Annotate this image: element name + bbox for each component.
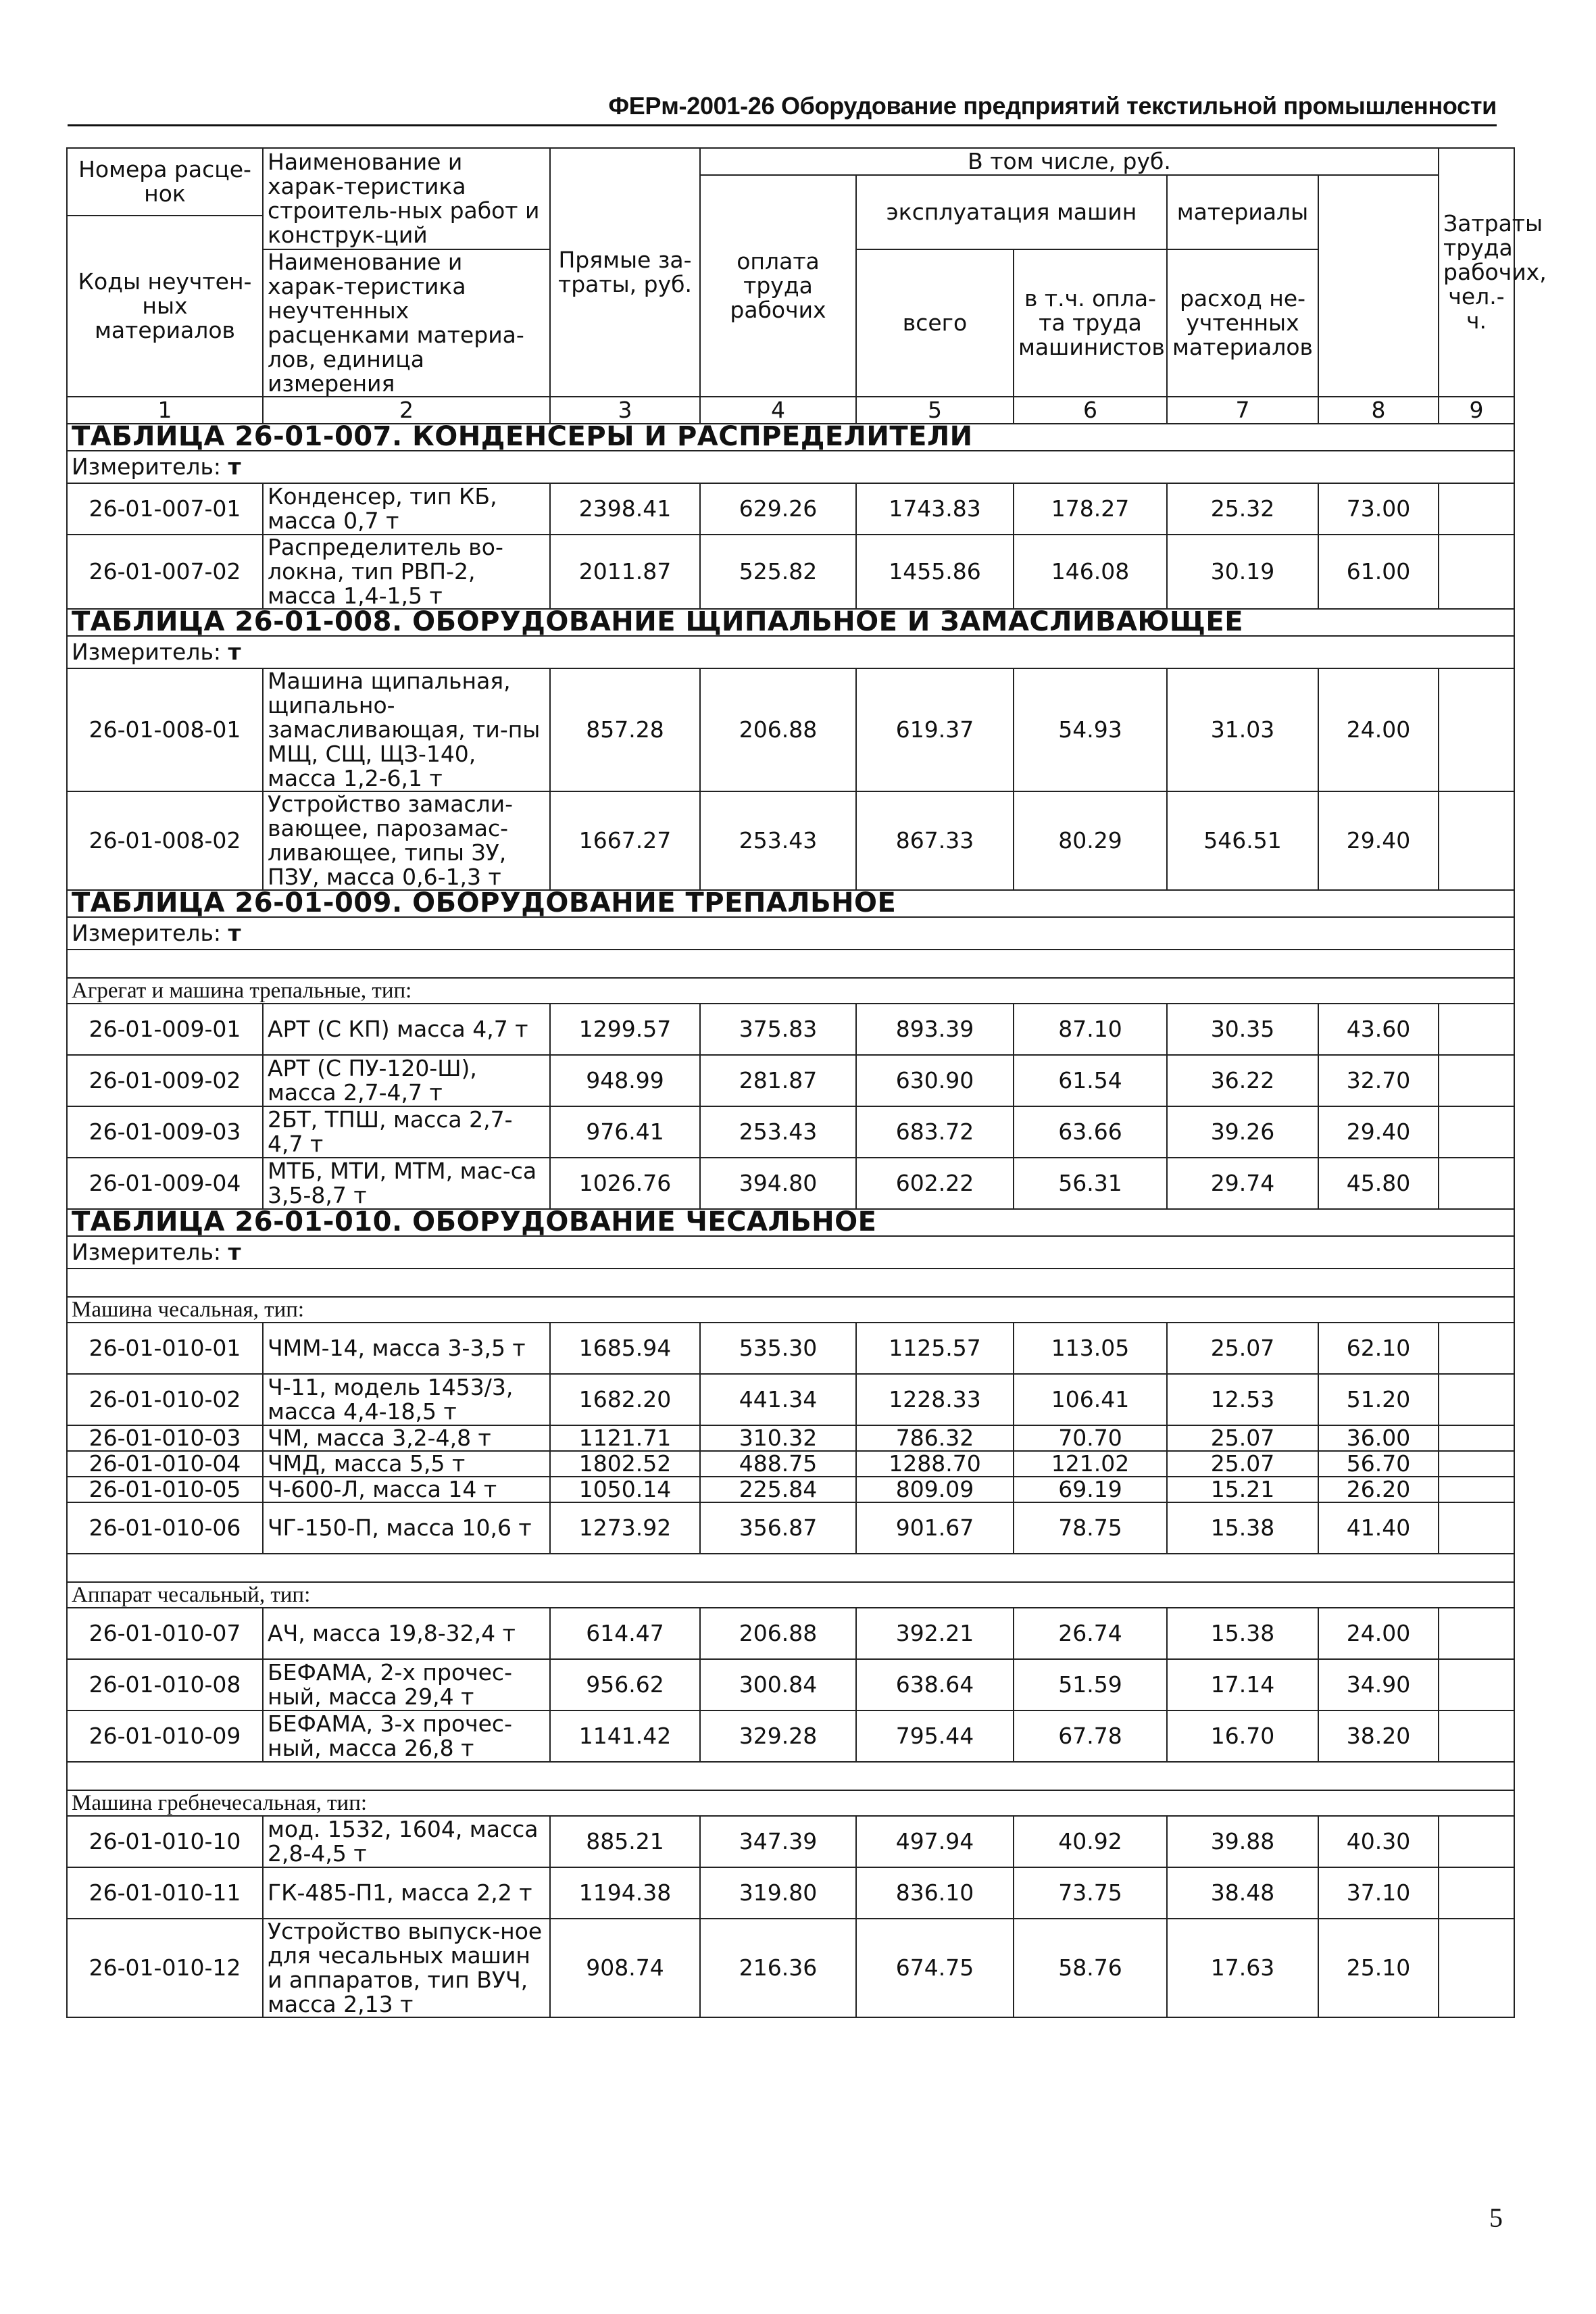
rate-code: 26-01-010-01	[67, 1323, 263, 1374]
col-number: 2	[263, 397, 550, 424]
col-machines: эксплуатация машин	[856, 175, 1167, 249]
machines-total: 619.37	[856, 668, 1014, 791]
machinist-wages: 61.54	[1014, 1055, 1167, 1106]
col-number: 8	[1318, 397, 1439, 424]
labor-hours: 37.10	[1318, 1867, 1439, 1919]
running-title: ФЕРм-2001-26 Оборудование предприятий текстильной промышленности	[608, 92, 1497, 120]
work-name: 2БТ, ТПШ, масса 2,7-4,7 т	[263, 1106, 550, 1158]
measurer-unit: т	[228, 920, 241, 946]
rate-code: 26-01-007-02	[67, 535, 263, 609]
machinist-wages: 106.41	[1014, 1374, 1167, 1425]
direct-cost: 908.74	[550, 1919, 700, 2017]
machines-total: 809.09	[856, 1477, 1014, 1502]
direct-cost: 1141.42	[550, 1710, 700, 1762]
col-number: 7	[1167, 397, 1318, 424]
machinist-wages: 87.10	[1014, 1004, 1167, 1055]
measurer-row	[67, 636, 1514, 668]
col-materials-sub: расход не-учтенных материалов	[1167, 249, 1318, 397]
labor-hours: 45.80	[1318, 1158, 1439, 1209]
group-subtitle: Машина чесальная, тип:	[67, 1297, 1514, 1323]
materials-cost: 31.03	[1167, 668, 1318, 791]
worker-wages: 253.43	[700, 791, 856, 890]
materials-cost: 38.48	[1167, 1867, 1318, 1919]
equipment-mass	[1439, 483, 1514, 535]
section-title	[67, 1206, 1514, 1237]
section-title-row	[67, 609, 1514, 636]
machines-total: 392.21	[856, 1608, 1014, 1659]
table-body	[67, 421, 1514, 2017]
group-subtitle-row	[67, 978, 1514, 1004]
machines-total: 1125.57	[856, 1323, 1014, 1374]
direct-cost: 1667.27	[550, 791, 700, 890]
table-row	[67, 1425, 1514, 1451]
equipment-mass	[1439, 1425, 1514, 1451]
machinist-wages: 58.76	[1014, 1919, 1167, 2017]
machinist-wages: 67.78	[1014, 1710, 1167, 1762]
worker-wages: 488.75	[700, 1451, 856, 1477]
worker-wages: 281.87	[700, 1055, 856, 1106]
machinist-wages: 146.08	[1014, 535, 1167, 609]
table-row	[67, 1608, 1514, 1659]
worker-wages: 356.87	[700, 1502, 856, 1554]
labor-hours: 24.00	[1318, 668, 1439, 791]
group-subtitle-row	[67, 1790, 1514, 1816]
materials-cost: 15.21	[1167, 1477, 1318, 1502]
section-title	[67, 606, 1514, 637]
machines-total: 1455.86	[856, 535, 1014, 609]
machines-total: 683.72	[856, 1106, 1014, 1158]
section-title-text: ТАБЛИЦА 26-01-009. ОБОРУДОВАНИЕ ТРЕПАЛЬНОЕ	[72, 887, 897, 918]
measurer-unit: т	[228, 453, 241, 480]
machines-total: 1288.70	[856, 1451, 1014, 1477]
worker-wages: 310.32	[700, 1425, 856, 1451]
direct-cost: 956.62	[550, 1659, 700, 1710]
measurer-unit: т	[228, 639, 241, 665]
work-name: Конденсер, тип КБ, масса 0,7 т	[263, 483, 550, 535]
col-number: 3	[550, 397, 700, 424]
equipment-mass	[1439, 1374, 1514, 1425]
table-row	[67, 1055, 1514, 1106]
work-name: Ч-600-Л, масса 14 т	[263, 1477, 550, 1502]
materials-cost: 15.38	[1167, 1608, 1318, 1659]
machines-total: 836.10	[856, 1867, 1014, 1919]
rate-code: 26-01-010-10	[67, 1816, 263, 1867]
table-row	[67, 1710, 1514, 1762]
materials-cost: 12.53	[1167, 1374, 1318, 1425]
spacer-row	[67, 950, 1514, 978]
table-row	[67, 1477, 1514, 1502]
rate-code: 26-01-010-03	[67, 1425, 263, 1451]
machines-total: 602.22	[856, 1158, 1014, 1209]
measurer-label: Измеритель:	[72, 920, 222, 946]
measurer-row	[67, 451, 1514, 483]
labor-hours: 40.30	[1318, 1816, 1439, 1867]
machinist-wages: 26.74	[1014, 1608, 1167, 1659]
col-materials: материалы	[1167, 175, 1318, 249]
rate-code: 26-01-009-01	[67, 1004, 263, 1055]
col-labor: Затраты труда рабочих, чел.-ч.	[1439, 148, 1514, 397]
equipment-mass	[1439, 1477, 1514, 1502]
table-row	[67, 483, 1514, 535]
table-row	[67, 1323, 1514, 1374]
section-title-row	[67, 424, 1514, 451]
materials-cost: 39.88	[1167, 1816, 1318, 1867]
worker-wages: 394.80	[700, 1158, 856, 1209]
equipment-mass	[1439, 1106, 1514, 1158]
equipment-mass	[1439, 1659, 1514, 1710]
table-row	[67, 1502, 1514, 1554]
equipment-mass	[1439, 1158, 1514, 1209]
work-name: ЧГ-150-П, масса 10,6 т	[263, 1502, 550, 1554]
labor-hours: 34.90	[1318, 1659, 1439, 1710]
machinist-wages: 78.75	[1014, 1502, 1167, 1554]
group-subtitle: Машина гребнечесальная, тип:	[67, 1790, 1514, 1816]
equipment-mass	[1439, 1502, 1514, 1554]
equipment-mass	[1439, 1867, 1514, 1919]
direct-cost: 1026.76	[550, 1158, 700, 1209]
worker-wages: 347.39	[700, 1816, 856, 1867]
rate-code: 26-01-010-09	[67, 1710, 263, 1762]
direct-cost: 885.21	[550, 1816, 700, 1867]
table-row	[67, 1004, 1514, 1055]
col-wages: оплата труда рабочих	[700, 175, 856, 397]
work-name: Распределитель во-локна, тип РВП-2, масса 1,4-1,5 т	[263, 535, 550, 609]
work-name: БЕФАМА, 2-х прочес-ный, масса 29,4 т	[263, 1659, 550, 1710]
work-name: АРТ (С КП) масса 4,7 т	[263, 1004, 550, 1055]
table-header	[67, 148, 1547, 424]
col-direct: Прямые за-траты, руб.	[550, 148, 700, 397]
table-row	[67, 1451, 1514, 1477]
spacer-cell	[67, 1554, 1514, 1582]
worker-wages: 375.83	[700, 1004, 856, 1055]
labor-hours: 73.00	[1318, 483, 1439, 535]
equipment-mass	[1439, 535, 1514, 609]
work-name: ГК-485-П1, масса 2,2 т	[263, 1867, 550, 1919]
machines-total: 630.90	[856, 1055, 1014, 1106]
spacer-cell	[67, 950, 1514, 978]
work-name: ЧММ-14, масса 3-3,5 т	[263, 1323, 550, 1374]
rate-code: 26-01-010-06	[67, 1502, 263, 1554]
direct-cost: 614.47	[550, 1608, 700, 1659]
table-row	[67, 1659, 1514, 1710]
measurer-unit: т	[228, 1239, 241, 1265]
materials-cost: 29.74	[1167, 1158, 1318, 1209]
direct-cost: 857.28	[550, 668, 700, 791]
col-number: 1	[67, 397, 263, 424]
worker-wages: 535.30	[700, 1323, 856, 1374]
machines-total: 497.94	[856, 1816, 1014, 1867]
col-number: 9	[1439, 397, 1514, 424]
direct-cost: 1299.57	[550, 1004, 700, 1055]
machines-total: 674.75	[856, 1919, 1014, 2017]
labor-hours: 29.40	[1318, 791, 1439, 890]
machinist-wages: 73.75	[1014, 1867, 1167, 1919]
equipment-mass	[1439, 791, 1514, 890]
measurer	[67, 917, 1514, 950]
section-title	[67, 421, 1514, 452]
work-name: АЧ, масса 19,8-32,4 т	[263, 1608, 550, 1659]
col-number: 4	[700, 397, 856, 424]
table-row	[67, 1106, 1514, 1158]
section-title-text: ТАБЛИЦА 26-01-007. КОНДЕНСЕРЫ И РАСПРЕДЕЛИТЕЛИ	[72, 421, 973, 452]
equipment-mass	[1439, 1608, 1514, 1659]
work-name: Машина щипальная, щипально-замасливающая, ти-пы МЩ, СЩ, ЩЗ-140, масса 1,2-6,1 т	[263, 668, 550, 791]
worker-wages: 253.43	[700, 1106, 856, 1158]
worker-wages: 206.88	[700, 1608, 856, 1659]
worker-wages: 329.28	[700, 1710, 856, 1762]
machines-total: 893.39	[856, 1004, 1014, 1055]
col-codes-bottom: Коды неучтен-ных материалов	[67, 216, 263, 397]
rate-code: 26-01-007-01	[67, 483, 263, 535]
labor-hours: 61.00	[1318, 535, 1439, 609]
direct-cost: 1802.52	[550, 1451, 700, 1477]
equipment-mass	[1439, 1004, 1514, 1055]
equipment-mass	[1439, 1919, 1514, 2017]
table-row	[67, 791, 1514, 890]
materials-cost: 30.19	[1167, 535, 1318, 609]
labor-hours: 41.40	[1318, 1502, 1439, 1554]
rate-code: 26-01-009-02	[67, 1055, 263, 1106]
work-name: ЧМД, масса 5,5 т	[263, 1451, 550, 1477]
group-subtitle: Аппарат чесальный, тип:	[67, 1582, 1514, 1608]
group-subtitle-row	[67, 1582, 1514, 1608]
machines-total: 1743.83	[856, 483, 1014, 535]
rate-code: 26-01-010-08	[67, 1659, 263, 1710]
materials-cost: 17.63	[1167, 1919, 1318, 2017]
col-codes-top: Номера расце-нок	[67, 148, 263, 216]
worker-wages: 629.26	[700, 483, 856, 535]
worker-wages: 525.82	[700, 535, 856, 609]
table-row	[67, 1867, 1514, 1919]
machines-total: 1228.33	[856, 1374, 1014, 1425]
table-row	[67, 535, 1514, 609]
measurer-label: Измеритель:	[72, 639, 222, 665]
direct-cost: 1682.20	[550, 1374, 700, 1425]
measurer-row	[67, 1236, 1514, 1269]
machinist-wages: 63.66	[1014, 1106, 1167, 1158]
col-name-bottom: Наименование и харак-теристика неучтенных расценками материа-лов, единица измерения	[263, 249, 550, 397]
section-title-row	[67, 890, 1514, 917]
machines-total: 867.33	[856, 791, 1014, 890]
worker-wages: 216.36	[700, 1919, 856, 2017]
col-machines-wages: в т.ч. опла-та труда машинистов	[1014, 249, 1167, 397]
labor-hours: 36.00	[1318, 1425, 1439, 1451]
equipment-mass	[1439, 668, 1514, 791]
equipment-mass	[1439, 1055, 1514, 1106]
col-name-top: Наименование и харак-теристика строитель-ных работ и конструк-ций	[263, 148, 550, 249]
section-title-text: ТАБЛИЦА 26-01-010. ОБОРУДОВАНИЕ ЧЕСАЛЬНОЕ	[72, 1206, 877, 1237]
labor-hours: 51.20	[1318, 1374, 1439, 1425]
measurer-label: Измеритель:	[72, 453, 222, 480]
direct-cost: 2398.41	[550, 483, 700, 535]
materials-cost: 17.14	[1167, 1659, 1318, 1710]
rate-code: 26-01-010-05	[67, 1477, 263, 1502]
materials-cost: 16.70	[1167, 1710, 1318, 1762]
rate-code: 26-01-010-04	[67, 1451, 263, 1477]
rate-code: 26-01-008-02	[67, 791, 263, 890]
direct-cost: 976.41	[550, 1106, 700, 1158]
machinist-wages: 54.93	[1014, 668, 1167, 791]
labor-hours: 29.40	[1318, 1106, 1439, 1158]
col-number: 5	[856, 397, 1014, 424]
rate-code: 26-01-010-07	[67, 1608, 263, 1659]
work-name: Ч-11, модель 1453/3, масса 4,4-18,5 т	[263, 1374, 550, 1425]
machinist-wages: 178.27	[1014, 483, 1167, 535]
page-number: 5	[1489, 2202, 1503, 2233]
machinist-wages: 113.05	[1014, 1323, 1167, 1374]
column-numbers	[67, 397, 1514, 424]
work-name: БЕФАМА, 3-х прочес-ный, масса 26,8 т	[263, 1710, 550, 1762]
rate-code: 26-01-009-04	[67, 1158, 263, 1209]
worker-wages: 319.80	[700, 1867, 856, 1919]
spacer-row	[67, 1269, 1514, 1297]
work-name: МТБ, МТИ, МТМ, мас-са 3,5-8,7 т	[263, 1158, 550, 1209]
labor-hours: 25.10	[1318, 1919, 1439, 2017]
machinist-wages: 69.19	[1014, 1477, 1167, 1502]
work-name: Устройство выпуск-ное для чесальных машин и аппаратов, тип ВУЧ, масса 2,13 т	[263, 1919, 550, 2017]
direct-cost: 1121.71	[550, 1425, 700, 1451]
spacer-cell	[67, 1269, 1514, 1297]
labor-hours: 26.20	[1318, 1477, 1439, 1502]
group-subtitle-row	[67, 1297, 1514, 1323]
labor-hours: 32.70	[1318, 1055, 1439, 1106]
machinist-wages: 40.92	[1014, 1816, 1167, 1867]
spacer-row	[67, 1762, 1514, 1790]
materials-cost: 39.26	[1167, 1106, 1318, 1158]
section-title	[67, 887, 1514, 918]
materials-cost: 25.07	[1167, 1451, 1318, 1477]
section-title-text: ТАБЛИЦА 26-01-008. ОБОРУДОВАНИЕ ЩИПАЛЬНОЕ И ЗАМАСЛИВАЮЩЕЕ	[72, 606, 1244, 637]
labor-hours: 43.60	[1318, 1004, 1439, 1055]
worker-wages: 441.34	[700, 1374, 856, 1425]
materials-cost: 25.32	[1167, 483, 1318, 535]
equipment-mass	[1439, 1816, 1514, 1867]
materials-cost: 30.35	[1167, 1004, 1318, 1055]
rate-code: 26-01-010-11	[67, 1867, 263, 1919]
equipment-mass	[1439, 1710, 1514, 1762]
rates-table	[66, 147, 1547, 2018]
direct-cost: 2011.87	[550, 535, 700, 609]
work-name: ЧМ, масса 3,2-4,8 т	[263, 1425, 550, 1451]
worker-wages: 225.84	[700, 1477, 856, 1502]
materials-cost: 36.22	[1167, 1055, 1318, 1106]
machinist-wages: 51.59	[1014, 1659, 1167, 1710]
section-title-row	[67, 1209, 1514, 1236]
col-machines-total: всего	[856, 249, 1014, 397]
measurer	[67, 451, 1514, 483]
table-row	[67, 668, 1514, 791]
measurer	[67, 1236, 1514, 1269]
machines-total: 901.67	[856, 1502, 1014, 1554]
rate-code: 26-01-010-12	[67, 1919, 263, 2017]
worker-wages: 206.88	[700, 668, 856, 791]
table-row	[67, 1919, 1514, 2017]
materials-cost: 15.38	[1167, 1502, 1318, 1554]
rate-code: 26-01-008-01	[67, 668, 263, 791]
machines-total: 638.64	[856, 1659, 1014, 1710]
col-incl: В том числе, руб.	[700, 148, 1439, 175]
direct-cost: 948.99	[550, 1055, 700, 1106]
materials-cost: 546.51	[1167, 791, 1318, 890]
measurer-label: Измеритель:	[72, 1239, 222, 1265]
equipment-mass	[1439, 1323, 1514, 1374]
direct-cost: 1194.38	[550, 1867, 700, 1919]
labor-hours: 38.20	[1318, 1710, 1439, 1762]
running-header	[68, 92, 1497, 126]
machinist-wages: 121.02	[1014, 1451, 1167, 1477]
direct-cost: 1273.92	[550, 1502, 700, 1554]
machinist-wages: 70.70	[1014, 1425, 1167, 1451]
rate-code: 26-01-009-03	[67, 1106, 263, 1158]
table-row	[67, 1158, 1514, 1209]
table-row	[67, 1816, 1514, 1867]
work-name: мод. 1532, 1604, масса 2,8-4,5 т	[263, 1816, 550, 1867]
spacer-row	[67, 1554, 1514, 1582]
table-row	[67, 1374, 1514, 1425]
rate-code: 26-01-010-02	[67, 1374, 263, 1425]
spacer-cell	[67, 1762, 1514, 1790]
materials-cost: 25.07	[1167, 1323, 1318, 1374]
worker-wages: 300.84	[700, 1659, 856, 1710]
labor-hours: 62.10	[1318, 1323, 1439, 1374]
direct-cost: 1050.14	[550, 1477, 700, 1502]
machinist-wages: 80.29	[1014, 791, 1167, 890]
work-name: АРТ (С ПУ-120-Ш), масса 2,7-4,7 т	[263, 1055, 550, 1106]
measurer	[67, 636, 1514, 668]
machines-total: 795.44	[856, 1710, 1014, 1762]
machinist-wages: 56.31	[1014, 1158, 1167, 1209]
work-name: Устройство замасли-вающее, парозамас-ливающее, типы ЗУ, ПЗУ, масса 0,6-1,3 т	[263, 791, 550, 890]
materials-cost: 25.07	[1167, 1425, 1318, 1451]
col-number: 6	[1014, 397, 1167, 424]
machines-total: 786.32	[856, 1425, 1014, 1451]
equipment-mass	[1439, 1451, 1514, 1477]
labor-hours: 24.00	[1318, 1608, 1439, 1659]
group-subtitle: Агрегат и машина трепальные, тип:	[67, 978, 1514, 1004]
measurer-row	[67, 917, 1514, 950]
labor-hours: 56.70	[1318, 1451, 1439, 1477]
direct-cost: 1685.94	[550, 1323, 700, 1374]
